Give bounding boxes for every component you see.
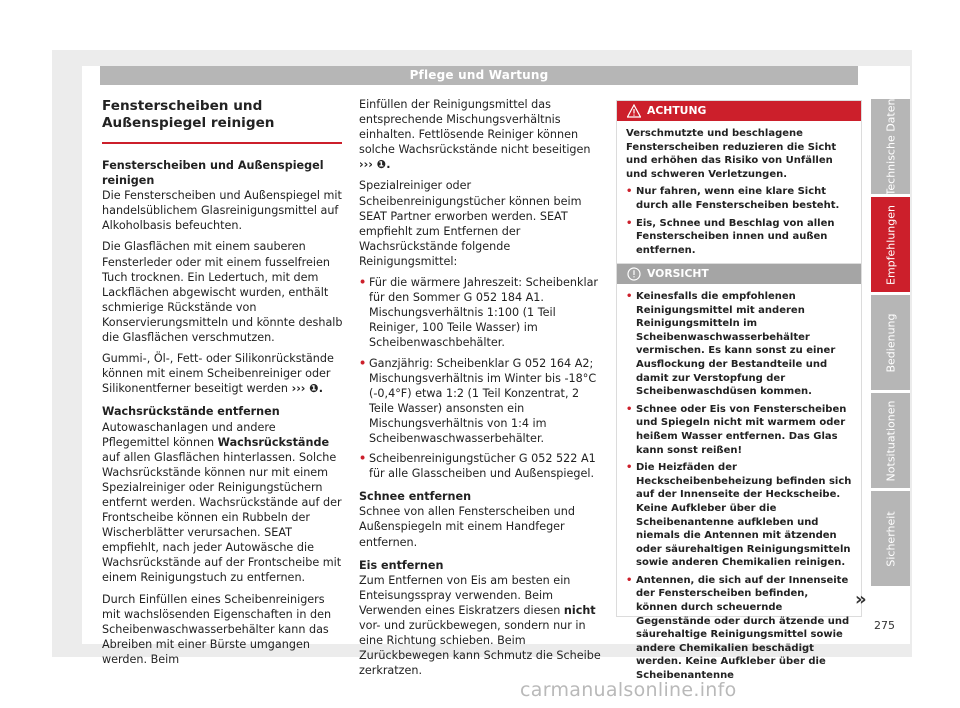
list-item: [626, 403, 853, 457]
tab-bedienung[interactable]: [871, 295, 910, 390]
tab-label: Empfehlungen: [884, 204, 897, 285]
paragraph-text: Autowaschanlagen und andere Pflegemittel können: [102, 420, 276, 449]
subheading-snow: Schnee entfernen: [359, 490, 472, 504]
paragraph: Schnee von allen Fensterscheiben und Außenspiegeln mit einem Handfeger entfernen.: [359, 505, 575, 549]
list-item: [626, 574, 853, 683]
tab-notsituationen[interactable]: [871, 393, 910, 488]
continue-arrow-icon: »: [855, 589, 867, 610]
paragraph: [359, 97, 603, 172]
warning-triangle-icon: [627, 104, 641, 118]
bullet-icon: •: [359, 356, 367, 370]
tab-label: Sicherheit: [884, 510, 897, 567]
tab-technische-daten[interactable]: [871, 99, 910, 194]
list-item-text: Scheibenreinigungstücher G 052 522 A1 für alle Glasscheiben und Außenspiegel.: [369, 452, 596, 481]
bullet-icon: •: [359, 452, 367, 466]
list-item: [626, 185, 853, 212]
bullet-icon: •: [626, 291, 633, 302]
list-item-text: Nur fahren, wenn eine klare Sicht durch alle Fensterscheiben besteht.: [636, 186, 840, 211]
paragraph-text: auf allen Glasflächen hinterlassen. Solche Wachsrückstände können nur mit einem Spezialreiniger oder Reinigungstüchern entfernt werden. Wachsrückstände auf der Frontscheibe können ein Rubbeln der Wischerblätter verursachen. SEAT empfiehlt, nach jeder Autowäsche die Wachsrückstände auf der Frontscheibe mit einem Reinigungstuch zu entfernen.: [102, 450, 342, 585]
paragraph-text: vor- und zurückbewegen, sondern nur in eine Richtung schieben. Beim Zurückbewegen kann Schmutz die Scheibe zerkratzen.: [359, 619, 601, 678]
section-header: Pflege und Wartung: [100, 66, 858, 85]
paragraph-text: Gummi-, Öl-, Fett- oder Silikonrückstände können mit einem Scheibenreiniger oder Silikonentferner beseitigt werden: [102, 352, 334, 396]
list-item: [626, 290, 853, 399]
tab-label: Notsituationen: [884, 400, 897, 481]
caution-box-body: [617, 284, 861, 693]
subheading-ice: Eis entfernen: [359, 558, 444, 572]
column-middle: [359, 97, 603, 684]
list-item: [359, 275, 603, 350]
warning-box-body: [617, 121, 861, 267]
bullet-icon: •: [359, 276, 367, 290]
column-left: [102, 88, 344, 673]
caution-title: VORSICHT: [647, 267, 709, 280]
bullet-icon: •: [626, 403, 633, 415]
bullet-icon: •: [626, 217, 633, 229]
info-circle-icon: [627, 267, 641, 281]
paragraph: Die Fensterscheiben und Außenspiegel mit handelsüblichem Glasreinigungsmittel auf Alkoholbasis befeuchten.: [102, 189, 342, 233]
bullet-icon: •: [626, 574, 633, 586]
list-item-text: Keinesfalls die empfohlenen Reinigungsmittel mit anderen Reinigungsmitteln im Scheibenwaschwasserbehälter vermischen. Es kann sonst zu einer Ausflockung der Bestandteile und damit zur Verstopfung der Scheibenwaschdüsen kommen.: [636, 291, 836, 398]
paragraph: Die Glasflächen mit einem sauberen Fensterleder oder mit einem fusselfreien Tuch trocknen. Ein Ledertuch, mit dem Lackflächen abgewischt wurden, enthält schmierige Rückstände von Konservierungsmitteln und könnte deshalb die Glasflächen verschmutzen.: [102, 240, 343, 345]
list-item-text: Antennen, die sich auf der Innenseite der Fensterscheiben befinden, können durch scheuernde Gegenstände oder durch ätzende und säurehaltige Reinigungsmittel sowie andere Chemikalien beschädigt werden. Keine Aufkleber über die Scheibenantenne: [636, 574, 850, 682]
paragraph: [102, 351, 344, 396]
page-title: Fensterscheiben und Außenspiegel reinigen: [102, 98, 275, 131]
bullet-icon: •: [626, 462, 633, 474]
subheading-wax-residue: Wachsrückstände entfernen: [102, 405, 280, 419]
tab-empfehlungen[interactable]: [871, 197, 910, 292]
tab-label: Bedienung: [884, 312, 897, 373]
warning-reference-link[interactable]: ››› ❶.: [359, 158, 391, 172]
watermark: carmanualsonline.info: [520, 679, 737, 701]
subheading-clean-windows: Fensterscheiben und Außenspiegel reinigen: [102, 159, 324, 188]
paragraph: [359, 573, 603, 679]
list-item-text: Eis, Schnee und Beschlag von allen Fensterscheiben innen und außen entfernen.: [636, 217, 835, 256]
tab-sicherheit[interactable]: [871, 491, 910, 586]
paragraph: Durch Einfüllen eines Scheibenreinigers mit wachslösenden Eigenschaften in den Scheibenwaschwasserbehälter kann das Abreiben mit einer Bürste umgangen werden. Beim: [102, 592, 332, 666]
caution-box: [616, 263, 862, 682]
warning-box: [616, 100, 862, 268]
paragraph: Spezialreiniger oder Scheibenreinigungstücher können beim SEAT Partner erworben werden. SEAT empfiehlt zum Entfernen der Wachsrückstände folgende Reinigungsmittel:: [359, 179, 582, 268]
list-item: [626, 217, 853, 258]
title-underline: [102, 142, 342, 144]
warning-title: ACHTUNG: [647, 104, 707, 117]
bullet-icon: •: [626, 186, 633, 198]
emphasis-text: nicht: [563, 603, 596, 617]
tab-label: Technische Daten: [884, 98, 897, 195]
list-item-text: Die Heizfäden der Heckscheibenbeheizung befinden sich auf der Innenseite der Heckscheibe. Keine Aufkleber über die Scheibenantenne aufkleben und niemals die Antennen mit ätzenden oder säurehaltigen Reinigungsmitteln sowie anderen Chemikalien reinigen.: [636, 462, 852, 569]
list-item: [626, 461, 853, 570]
caution-box-header: [617, 264, 861, 284]
page-number: 275: [874, 619, 895, 632]
paragraph: [102, 420, 344, 586]
warning-reference-link[interactable]: ››› ❶.: [291, 382, 324, 396]
warning-intro: Verschmutzte und beschlagene Fensterscheiben reduzieren die Sicht und erhöhen das Risiko von Unfällen und schweren Verletzungen.: [626, 128, 837, 180]
list-item-text: Schnee oder Eis von Fensterscheiben und Spiegeln nicht mit warmem oder heißem Wasser entfernen. Das Glas kann sonst reißen!: [636, 403, 847, 456]
paragraph-text: Zum Entfernen von Eis am besten ein Enteisungsspray verwenden. Beim Verwenden eines Eiskratzers diesen: [359, 573, 571, 617]
paragraph-text: Einfüllen der Reinigungsmittel das entsprechende Mischungsverhältnis einhalten. Fettlösende Reiniger können solche Wachsrückstände nicht beseitigen: [359, 98, 591, 157]
list-item-text: Ganzjährig: Scheibenklar G 052 164 A2; Mischungsverhältnis im Winter bis -18°C (-0,4°F) etwa 1:2 (1 Teil Konzentrat, 2 Teile Wasser) ansonsten ein Mischungsverhältnis von 1:4 im Scheibenwaschwasserbehälter.: [369, 356, 597, 445]
list-item: [359, 451, 603, 481]
list-item: [359, 356, 603, 447]
list-item-text: Für die wärmere Jahreszeit: Scheibenklar für den Sommer G 052 184 A1. Mischungsverhältnis 1:100 (1 Teil Reiniger, 100 Teile Wasser) im Scheibenwaschbehälter.: [369, 276, 599, 350]
emphasis-text: Wachsrückstände: [217, 435, 330, 449]
warning-box-header: [617, 101, 861, 121]
